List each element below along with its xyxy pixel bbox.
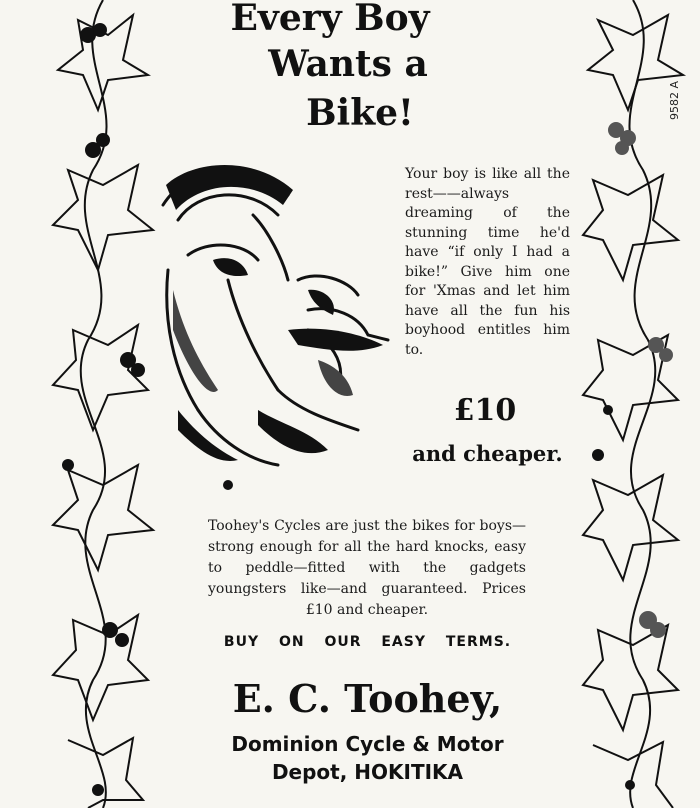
intro-paragraph: Your boy is like all the rest——always dreaming of the stunning time he'd have “if only I had a bike!” Give him one for 'Xmas and let him have all the fun his boyhood entitles him to.	[405, 166, 570, 358]
body-paragraph: Toohey's Cycles are just the bikes for boys—strong enough for all the hard knocks, easy to peddle—fitted with the gadgets youngsters like—and guaranteed. Prices £10 and cheaper.	[208, 518, 526, 618]
price-note: and cheaper.	[412, 441, 563, 466]
address-line-2: Depot, HOKITIKA	[271, 760, 464, 784]
holly-border-left	[48, 0, 158, 808]
easy-terms-line: BUY ON OUR EASY TERMS.	[223, 634, 512, 650]
reference-number	[668, 60, 684, 120]
merchant-name: E. C. Toohey,	[232, 676, 503, 721]
holly-border-right	[578, 0, 688, 808]
headline-line-3: Bike!	[306, 92, 414, 134]
headline-line-1: Every Boy	[230, 0, 430, 39]
price: £10	[453, 393, 517, 428]
reference-number-text: 9582 A	[668, 80, 681, 120]
address-line-1: Dominion Cycle & Motor	[231, 732, 504, 756]
headline-line-2: Wants a	[268, 43, 428, 85]
father-christmas-illustration	[158, 160, 396, 505]
